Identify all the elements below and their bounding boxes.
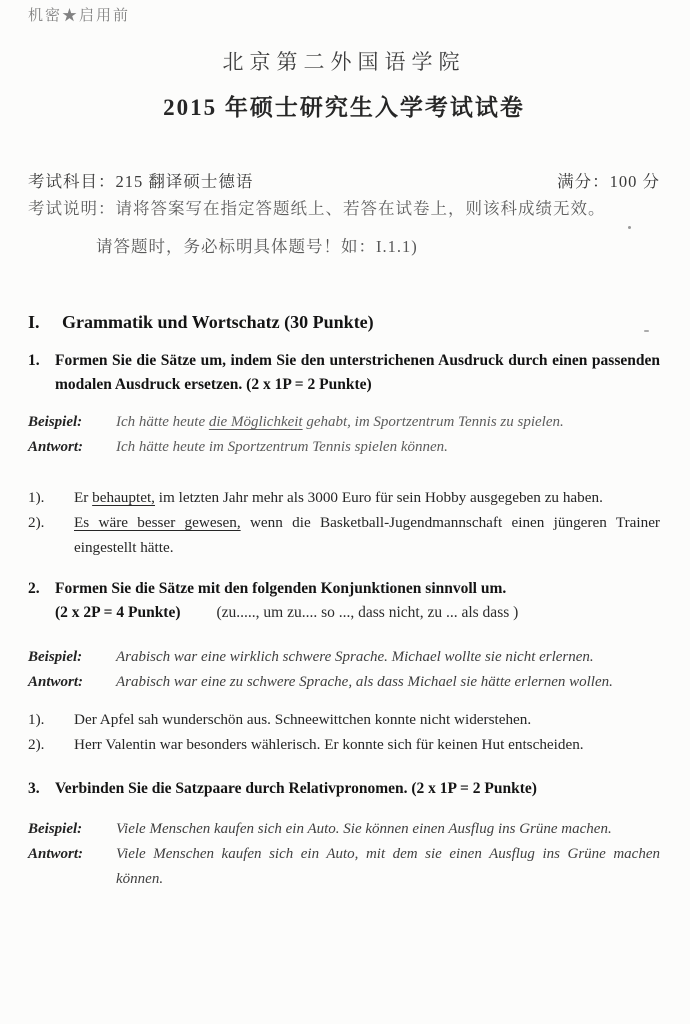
antwort-label: Antwort: [28, 439, 84, 455]
antwort-row [28, 435, 660, 460]
item-text: Herr Valentin war besonders wählerisch. Er konnte sich für keinen Hut entscheiden. [74, 736, 584, 753]
task-2-prompt: Formen Sie die Sätze mit den folgenden Konjunktionen sinnvoll um. [55, 580, 507, 597]
section-title: Grammatik und Wortschatz (30 Punkte) [62, 312, 374, 332]
meta-instructions-row [28, 197, 660, 220]
item-text: Der Apfel sah wunderschön aus. Schneewittchen konnte nicht widerstehen. [74, 711, 532, 728]
task-3 [28, 777, 660, 892]
antwort-label: Antwort: [28, 846, 84, 862]
task-1 [28, 349, 660, 560]
beispiel-text: Arabisch war eine wirklich schwere Sprache. Michael wollte sie nicht erlernen. [116, 649, 594, 665]
beispiel-text: Ich hätte heute die Möglichkeit gehabt, im Sportzentrum Tennis zu spielen. [116, 414, 564, 430]
exam-title: 北京第二外国语学院 [222, 50, 466, 74]
item-text: Er behauptet, im letzten Jahr mehr als 3000 Euro für sein Hobby ausgegeben zu haben. [74, 489, 603, 506]
task-2-number: 2. [28, 580, 40, 597]
antwort-text: Viele Menschen kaufen sich ein Auto, mit dem sie einen Ausflug ins Grüne machen können. [116, 846, 660, 887]
task-2-heading-line2 [28, 601, 660, 625]
confidential-stamp: 机密★启用前 [28, 8, 131, 24]
instructions-label: 考试说明： [28, 199, 116, 218]
task-2-example [28, 645, 660, 695]
task-3-example [28, 817, 660, 892]
beispiel-label: Beispiel: [28, 414, 83, 430]
task-1-example [28, 410, 660, 460]
task-2-conjunctions: (zu....., um zu.... so ..., dass nicht, zu ... als dass ) [216, 604, 519, 621]
beispiel-text: Viele Menschen kaufen sich ein Auto. Sie können einen Ausflug ins Grüne machen. [116, 821, 612, 837]
full-score: 满分：100 分 [557, 172, 660, 191]
antwort-text: Arabisch war eine zu schwere Sprache, als dass Michael sie hätte erlernen wollen. [116, 674, 613, 690]
subject-label: 考试科目： [28, 172, 116, 191]
task-3-heading [28, 777, 660, 801]
antwort-label: Antwort: [28, 674, 84, 690]
task-2 [28, 577, 660, 757]
subject-field [28, 170, 253, 193]
item-number: 2). [28, 514, 45, 531]
scan-speck [644, 330, 649, 332]
task-1-items [28, 485, 660, 560]
antwort-row [28, 670, 660, 695]
scan-speck [628, 226, 631, 229]
item-number: 1). [28, 489, 45, 506]
task-1-prompt: Formen Sie die Sätze um, indem Sie den unterstrichenen Ausdruck durch einen passenden modalen Ausdruck ersetzen. (2 x 1P = 2 Punkte) [55, 352, 660, 393]
meta-subject-row [28, 170, 660, 193]
item-number: 1). [28, 711, 45, 728]
beispiel-row [28, 645, 660, 670]
task-3-prompt: Verbinden Sie die Satzpaare durch Relativpronomen. (2 x 1P = 2 Punkte) [55, 780, 537, 797]
task-1-item-1 [28, 485, 660, 510]
subject-value: 215 翻译硕士德语 [115, 172, 254, 191]
section-heading [28, 311, 660, 334]
antwort-row [28, 842, 660, 892]
item-number: 2). [28, 736, 45, 753]
task-2-item-2 [28, 732, 660, 757]
task-2-item-1 [28, 707, 660, 732]
beispiel-row [28, 817, 660, 842]
task-2-heading [28, 577, 660, 601]
task-2-points: (2 x 2P = 4 Punkte) [55, 604, 181, 621]
numbering-note: 请答题时，务必标明具体题号！如：I.1.1) [96, 237, 418, 256]
section-number: I. [28, 312, 40, 332]
task-2-items [28, 707, 660, 757]
item-text: Es wäre besser gewesen, wenn die Basketball-Jugendmannschaft einen jüngeren Trainer eingestellt hätte. [74, 514, 660, 556]
task-1-item-2 [28, 510, 660, 560]
exam-subtitle: 2015 年硕士研究生入学考试试卷 [163, 95, 525, 120]
task-1-heading [28, 349, 660, 397]
beispiel-row [28, 410, 660, 435]
beispiel-label: Beispiel: [28, 821, 83, 837]
instructions-text: 请将答案写在指定答题纸上、若答在试卷上，则该科成绩无效。 [115, 199, 606, 218]
antwort-text: Ich hätte heute im Sportzentrum Tennis spielen können. [116, 439, 448, 455]
exam-meta [28, 170, 660, 258]
beispiel-label: Beispiel: [28, 649, 83, 665]
task-3-number: 3. [28, 780, 40, 797]
task-1-number: 1. [28, 352, 40, 369]
